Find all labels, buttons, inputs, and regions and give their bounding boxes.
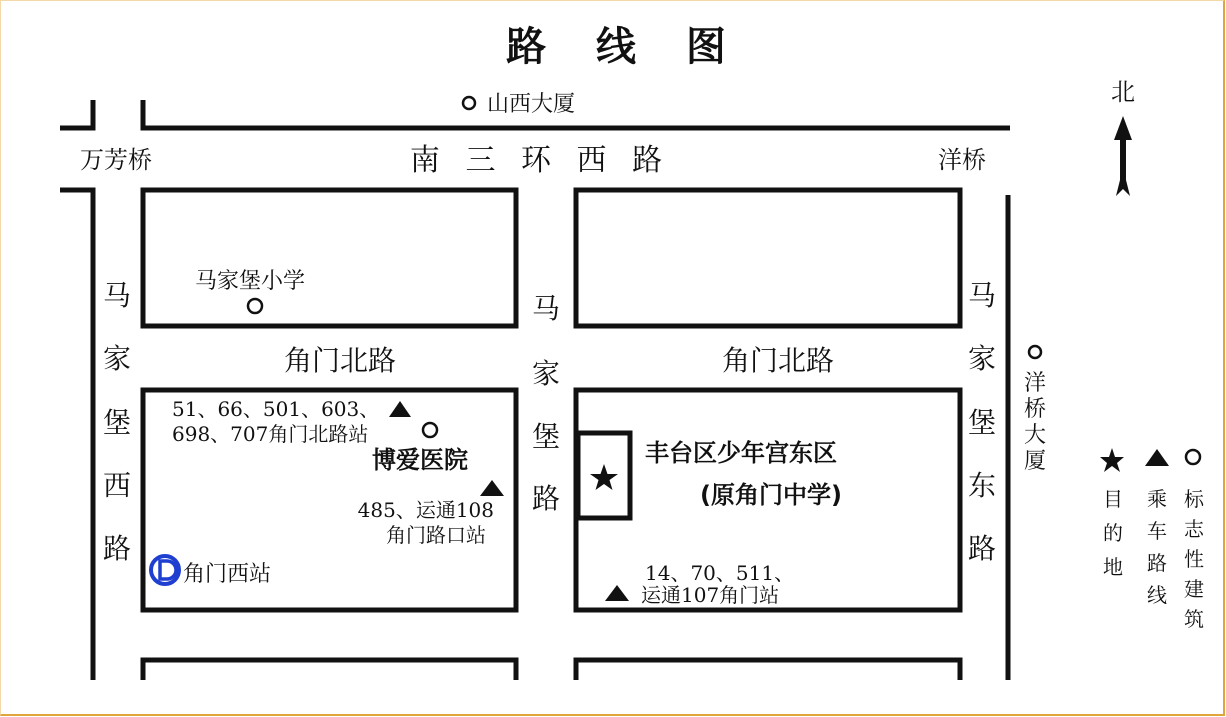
circle-icon	[463, 97, 475, 109]
circle-icon	[1029, 346, 1041, 358]
place-jiaomen-west-station: 角门西站	[183, 562, 272, 587]
place-char: 厦	[1023, 449, 1047, 474]
map-title: 路 线 图	[506, 24, 744, 70]
triangle-icon	[605, 585, 629, 601]
bus-stop-jiaomen-intersection-line1: 485、运通108	[357, 498, 494, 522]
place-yang-bridge: 洋桥	[938, 146, 986, 174]
road-char: 西	[102, 469, 132, 502]
road-char: 家	[531, 357, 561, 390]
road-line-ring-top	[143, 100, 1010, 128]
circle-icon	[423, 423, 437, 437]
road-char: 东	[967, 469, 997, 502]
place-boai-hospital: 博爱医院	[372, 446, 468, 474]
road-char: 堡	[967, 406, 997, 439]
legend-char: 志	[1184, 517, 1204, 541]
road-majiapu-middle	[532, 292, 560, 515]
road-char: 堡	[102, 406, 132, 439]
legend-char: 乘	[1147, 487, 1167, 511]
legend-destination	[1103, 487, 1123, 579]
legend-char: 目	[1103, 487, 1123, 511]
bus-stop-jiaomen-intersection-line2: 角门路口站	[386, 523, 486, 547]
legend-char: 标	[1184, 487, 1204, 511]
legend-triangle-icon	[1145, 449, 1169, 466]
place-char: 大	[1023, 423, 1047, 448]
north-label: 北	[1111, 78, 1135, 106]
legend-landmark	[1184, 487, 1205, 631]
road-char: 路	[531, 482, 561, 515]
road-line-west	[60, 190, 93, 680]
triangle-icon	[480, 480, 504, 496]
legend-char: 筑	[1184, 607, 1204, 631]
block-northwest	[143, 190, 516, 326]
place-char: 桥	[1023, 397, 1047, 422]
place-majiapu-school: 马家堡小学	[195, 269, 306, 294]
star-icon	[590, 464, 618, 490]
legend-char: 车	[1147, 519, 1167, 543]
legend-char: 的	[1103, 521, 1123, 545]
road-char: 马	[967, 279, 997, 312]
legend-star-icon	[1100, 448, 1124, 472]
beijing-subway-logo-icon	[151, 556, 179, 584]
road-majiapu-west	[103, 279, 131, 565]
bus-stop-jiaomen-line1: 14、70、511、	[645, 561, 795, 585]
road-jiaomen-north-right: 角门北路	[721, 344, 835, 377]
legend-char: 建	[1184, 577, 1204, 601]
destination-note: (原角门中学)	[700, 481, 842, 509]
legend-char: 线	[1147, 583, 1167, 607]
block-south-left	[143, 660, 516, 680]
place-wanfang-bridge: 万芳桥	[80, 146, 152, 174]
road-char: 路	[967, 532, 997, 565]
north-arrow-icon	[1111, 78, 1135, 196]
bus-stop-jiaomen-north-line1: 51、66、501、603、	[172, 397, 380, 421]
legend-circle-icon	[1186, 450, 1200, 464]
bus-stop-jiaomen-line2: 运通107角门站	[641, 583, 780, 607]
road-char: 马	[102, 279, 132, 312]
legend	[1100, 448, 1205, 631]
place-char: 洋	[1023, 371, 1047, 396]
legend-char: 地	[1103, 555, 1123, 579]
bus-stop-jiaomen-north-line2: 698、707角门北路站	[172, 422, 369, 446]
triangle-icon	[389, 401, 411, 417]
road-majiapu-east	[968, 279, 996, 565]
road-char: 路	[102, 532, 132, 565]
circle-icon	[248, 299, 262, 313]
place-shanxi-building: 山西大厦	[487, 92, 576, 117]
road-char: 堡	[531, 420, 561, 453]
legend-char: 路	[1147, 551, 1167, 575]
legend-char: 性	[1184, 547, 1204, 571]
road-line-corner	[60, 100, 93, 128]
legend-bus-route	[1147, 487, 1167, 607]
road-char: 马	[531, 292, 561, 325]
road-jiaomen-north-left: 角门北路	[283, 344, 397, 377]
road-south-third-ring: 南 三 环 西 路	[409, 143, 671, 178]
place-yangqiao-building	[1024, 371, 1046, 474]
destination-name: 丰台区少年宫东区	[645, 439, 837, 467]
road-char: 家	[967, 342, 997, 375]
block-south-right	[576, 660, 960, 680]
block-northeast	[576, 190, 960, 326]
road-char: 家	[102, 342, 132, 375]
